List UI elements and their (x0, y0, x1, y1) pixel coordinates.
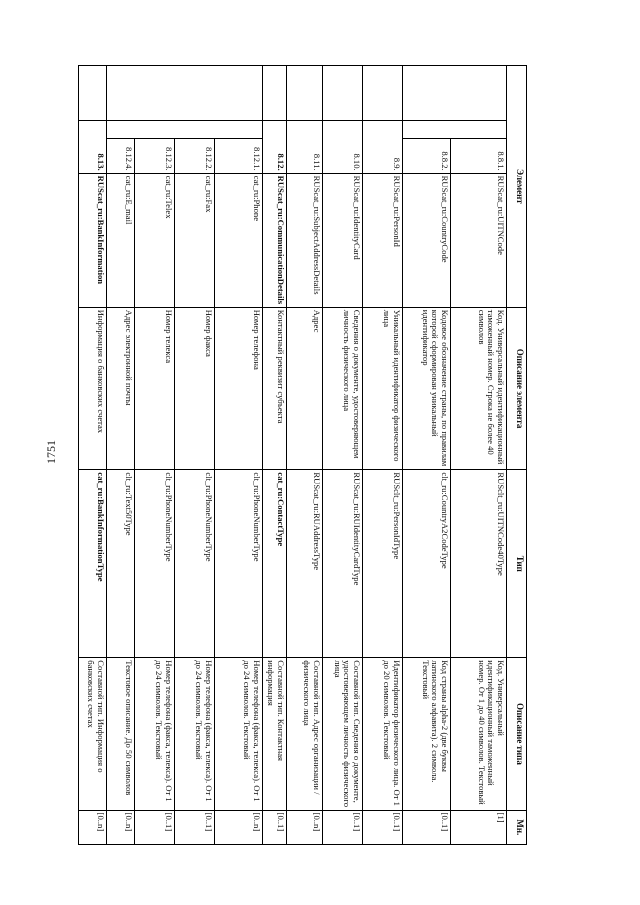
row-element-description: Сведения о документе, удостоверяющем личность физического лица (323, 307, 363, 470)
row-type: clt_ru:Text50Type (107, 470, 135, 658)
row-type-description: Составной тип. Информация о банковских счетах (79, 658, 107, 810)
row-type: clt_ru:CountryA2CodeType (403, 470, 451, 658)
row-number: 8.12.1. (215, 139, 263, 173)
row-multiplicity: [0..1] (175, 810, 215, 844)
row-type-description: Составной тип. Сведения о документе, удостоверяющем личность физического лица (323, 658, 363, 810)
row-multiplicity: [0..1] (323, 810, 363, 844)
row-number: 8.13. (79, 120, 107, 173)
row-type: RUSclt_ru:PersonIdType (363, 470, 403, 658)
row-element-description: Номер телефона (215, 307, 263, 470)
row-element: cat_ru:Phone (215, 173, 263, 307)
row-number: 8.12.2. (175, 139, 215, 173)
page-number: 1751 (44, 440, 58, 464)
table-container (86, 65, 527, 845)
row-type-description: Номер телефона (факса, телекса). От 1 до 24 символов. Текстовый (135, 658, 175, 810)
row-type: RUScat_ru:RUAddressType (287, 470, 323, 658)
row-multiplicity: [0..1] (263, 810, 287, 844)
indent-cell (363, 66, 403, 121)
indent-cell (403, 120, 507, 138)
row-multiplicity: [0..n] (79, 810, 107, 844)
table-row (287, 66, 323, 845)
row-number: 8.8.2. (403, 139, 451, 173)
row-element-description: Код. Универсальный идентификационный таможенный номер. Строка не более 40 символов (451, 307, 507, 470)
row-multiplicity: [0..1] (403, 810, 451, 844)
row-element-description: Адрес электронной почты (107, 307, 135, 470)
table-row (79, 66, 107, 845)
row-multiplicity: [1] (451, 810, 507, 844)
row-type: RUScat_ru:RUIdentityCardType (323, 470, 363, 658)
row-element-description: Уникальный идентификатор физического лица (363, 307, 403, 470)
row-multiplicity: [0..n] (107, 810, 135, 844)
header-multiplicity: Мн. (507, 810, 527, 844)
row-element: RUScat_ru:UITNCode (451, 173, 507, 307)
row-type-description: Идентификатор физического лица. От 1 до 20 символов. Текстовый (363, 658, 403, 810)
row-element-description: Адрес (287, 307, 323, 470)
row-type: clt_ru:PhoneNumberType (135, 470, 175, 658)
row-number: 8.12.3. (135, 139, 175, 173)
table-row (451, 66, 507, 845)
row-multiplicity: [0..n] (287, 810, 323, 844)
row-multiplicity: [0..n] (215, 810, 263, 844)
row-number: 8.12. (263, 120, 287, 173)
row-element: RUScat_ru:BankInformation (79, 173, 107, 307)
table-row (263, 66, 287, 845)
row-type: clt_ru:PhoneNumberType (175, 470, 215, 658)
indent-cell (323, 66, 363, 121)
row-element: cat_ru:Fax (175, 173, 215, 307)
header-element: Элемент (507, 66, 527, 308)
row-multiplicity: [0..1] (135, 810, 175, 844)
table-row (215, 66, 263, 845)
row-element: RUScat_ru:IdentityCard (323, 173, 363, 307)
indent-cell (107, 120, 263, 138)
row-element: RUScat_ru:CountryCode (403, 173, 451, 307)
row-type-description: Составной тип. Контактная информация (263, 658, 287, 810)
row-multiplicity: [0..1] (363, 810, 403, 844)
table-row (403, 66, 451, 845)
table-row (107, 66, 135, 845)
row-number: 8.10. (323, 120, 363, 173)
row-element-description: Информация о банковских счетах (79, 307, 107, 470)
indent-cell (287, 66, 323, 121)
header-element-description: Описание элемента (507, 307, 527, 470)
row-type: cat_ru:ContactType (263, 470, 287, 658)
row-element: RUScat_ru:PersonId (363, 173, 403, 307)
row-number: 8.9. (363, 120, 403, 173)
table-row (135, 66, 175, 845)
table-row (363, 66, 403, 845)
row-number: 8.11. (287, 120, 323, 173)
row-type-description: Составной тип. Адрес организации / физического лица (287, 658, 323, 810)
row-element-description: Номер телекса (135, 307, 175, 470)
row-element-description: Кодовое обозначение страны, по правилам которой сформирован уникальный идентификатор (403, 307, 451, 470)
row-element: cat_ru:Telex (135, 173, 175, 307)
header-type-description: Описание типа (507, 658, 527, 810)
indent-cell (107, 66, 263, 121)
indent-cell (79, 66, 107, 121)
element-table (78, 65, 527, 845)
row-element: RUScat_ru:CommunicationDetails (263, 173, 287, 307)
table-row (323, 66, 363, 845)
indent-cell (403, 66, 507, 121)
row-element-description: Контактный реквизит субъекта (263, 307, 287, 470)
row-type-description: Текстовое описание. До 50 символов (107, 658, 135, 810)
row-type-description: Код. Универсальный идентификационный таможенный номер. От 1 до 40 символов. Текстовый (451, 658, 507, 810)
row-type: cat_ru:BankInformationType (79, 470, 107, 658)
row-type-description: Номер телефона (факса, телекса). От 1 до 24 символов. Текстовый (175, 658, 215, 810)
row-element: RUScat_ru:SubjectAddressDetails (287, 173, 323, 307)
row-element-description: Номер факса (175, 307, 215, 470)
row-type-description: Код страны alpha-2 (две буквы латинского алфавита). 2 символа. Текстовый (403, 658, 451, 810)
row-number: 8.8.1. (451, 139, 507, 173)
indent-cell (263, 66, 287, 121)
header-type: Тип (507, 470, 527, 658)
row-number: 8.12.4. (107, 139, 135, 173)
table-row (175, 66, 215, 845)
row-type: RUSclt_ru:UITNCode40Type (451, 470, 507, 658)
row-type: clt_ru:PhoneNumberType (215, 470, 263, 658)
row-type-description: Номер телефона (факса, телекса). От 1 до 24 символов. Текстовый (215, 658, 263, 810)
row-element: cat_ru:E_mail (107, 173, 135, 307)
